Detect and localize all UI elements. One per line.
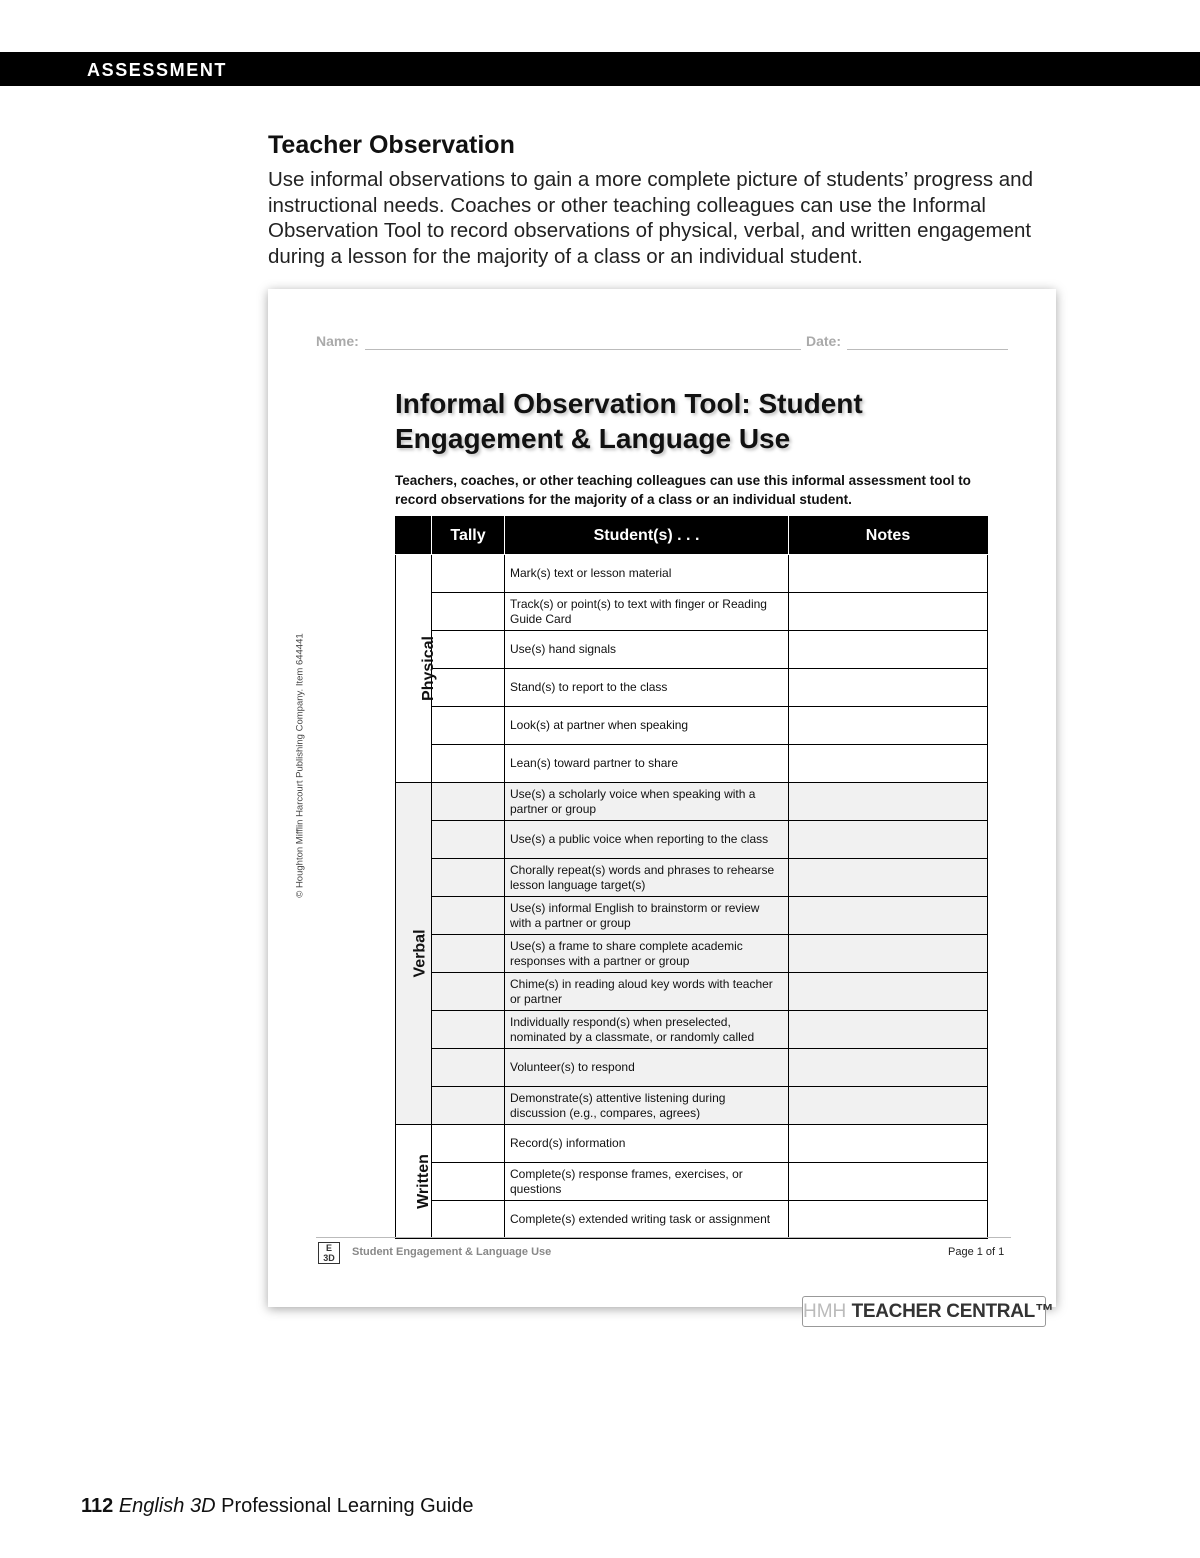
header-group-cell (396, 517, 432, 555)
worksheet-title-line2: Engagement & Language Use (395, 423, 791, 454)
table-row (396, 1163, 988, 1201)
behavior-item: Use(s) a frame to share complete academic responses with a partner or group (505, 935, 789, 973)
notes-cell[interactable] (789, 1087, 988, 1125)
tally-cell[interactable] (432, 669, 505, 707)
table-row (396, 1201, 988, 1239)
table-row (396, 897, 988, 935)
tally-cell[interactable] (432, 707, 505, 745)
table-row (396, 745, 988, 783)
table-row (396, 821, 988, 859)
notes-cell[interactable] (789, 745, 988, 783)
behavior-item: Demonstrate(s) attentive listening during discussion (e.g., compares, agrees) (505, 1087, 789, 1125)
header-tally: Tally (432, 517, 505, 555)
table-row (396, 1087, 988, 1125)
group-label-cell (396, 783, 432, 1125)
copyright-notice: © Houghton Mifflin Harcourt Publishing Company. Item 644441 (294, 633, 306, 898)
tally-cell[interactable] (432, 1087, 505, 1125)
behavior-item: Use(s) a scholarly voice when speaking with a partner or group (505, 783, 789, 821)
table-row (396, 555, 988, 593)
worksheet-title (395, 386, 863, 456)
section-banner (0, 52, 1200, 86)
table-row (396, 1125, 988, 1163)
hmh-text: HMH (803, 1301, 847, 1322)
notes-cell[interactable] (789, 631, 988, 669)
worksheet-page-number: Page 1 of 1 (948, 1246, 1005, 1258)
notes-cell[interactable] (789, 669, 988, 707)
behavior-item: Complete(s) response frames, exercises, or questions (505, 1163, 789, 1201)
worksheet-footer-title: Student Engagement & Language Use (352, 1246, 552, 1258)
tally-cell[interactable] (432, 935, 505, 973)
behavior-item: Complete(s) extended writing task or assignment (505, 1201, 789, 1239)
section-title: Teacher Observation (268, 131, 515, 159)
table-row (396, 859, 988, 897)
footer-divider (316, 1237, 1011, 1238)
group-label: Written (414, 1153, 432, 1209)
worksheet-subtitle: Teachers, coaches, or other teaching colleagues can use this informal assessment tool to record observations for the majority of a class or an individual student. (395, 473, 971, 507)
worksheet-preview (268, 289, 1056, 1307)
table-row (396, 1049, 988, 1087)
behavior-item: Track(s) or point(s) to text with finger or Reading Guide Card (505, 593, 789, 631)
notes-cell[interactable] (789, 1163, 988, 1201)
page-footer (81, 1495, 474, 1518)
page-number: 112 (81, 1495, 114, 1517)
tally-cell[interactable] (432, 1163, 505, 1201)
tally-cell[interactable] (432, 973, 505, 1011)
notes-cell[interactable] (789, 707, 988, 745)
header-notes: Notes (789, 517, 988, 555)
teacher-central-text: TEACHER CENTRAL™ (851, 1301, 1054, 1322)
behavior-item: Record(s) information (505, 1125, 789, 1163)
notes-cell[interactable] (789, 1011, 988, 1049)
table-row (396, 669, 988, 707)
notes-cell[interactable] (789, 593, 988, 631)
behavior-item: Use(s) a public voice when reporting to the class (505, 821, 789, 859)
tally-cell[interactable] (432, 783, 505, 821)
behavior-item: Individually respond(s) when preselected, nominated by a classmate, or randomly called (505, 1011, 789, 1049)
table-row (396, 593, 988, 631)
hmh-teacher-central-badge (802, 1296, 1054, 1327)
observation-table (395, 516, 988, 1239)
tally-cell[interactable] (432, 1201, 505, 1239)
tally-cell[interactable] (432, 631, 505, 669)
behavior-item: Chime(s) in reading aloud key words with teacher or partner (505, 973, 789, 1011)
header-students: Student(s) . . . (505, 517, 789, 555)
table-row (396, 631, 988, 669)
behavior-item: Lean(s) toward partner to share (505, 745, 789, 783)
behavior-item: Use(s) hand signals (505, 631, 789, 669)
table-row (396, 973, 988, 1011)
notes-cell[interactable] (789, 1201, 988, 1239)
notes-cell[interactable] (789, 897, 988, 935)
worksheet-title-line1: Informal Observation Tool: Student (395, 388, 863, 419)
table-row (396, 783, 988, 821)
notes-cell[interactable] (789, 973, 988, 1011)
book-title: English 3D (118, 1495, 216, 1517)
table-row (396, 1011, 988, 1049)
name-label: Name: (316, 333, 359, 349)
tally-cell[interactable] (432, 1011, 505, 1049)
banner-label: ASSESSMENT (87, 60, 228, 80)
tally-cell[interactable] (432, 1049, 505, 1087)
behavior-item: Use(s) informal English to brainstorm or review with a partner or group (505, 897, 789, 935)
book-subtitle: Professional Learning Guide (221, 1495, 474, 1517)
behavior-item: Chorally repeat(s) words and phrases to rehearse lesson language target(s) (505, 859, 789, 897)
notes-cell[interactable] (789, 821, 988, 859)
behavior-item: Stand(s) to report to the class (505, 669, 789, 707)
tally-cell[interactable] (432, 745, 505, 783)
notes-cell[interactable] (789, 859, 988, 897)
group-label: Verbal (411, 928, 429, 978)
tally-cell[interactable] (432, 1125, 505, 1163)
behavior-item: Look(s) at partner when speaking (505, 707, 789, 745)
table-row (396, 935, 988, 973)
group-label-cell (396, 1125, 432, 1239)
date-line (847, 349, 1008, 350)
observation-table-body (396, 555, 988, 1239)
tally-cell[interactable] (432, 897, 505, 935)
table-header-row (396, 517, 988, 555)
group-label-cell (396, 555, 437, 783)
notes-cell[interactable] (789, 935, 988, 973)
date-label: Date: (806, 333, 842, 349)
group-label: Physical (419, 635, 437, 701)
name-line (365, 349, 801, 350)
english-3d-logo: E 3D (318, 1242, 340, 1264)
tally-cell[interactable] (432, 821, 505, 859)
notes-cell[interactable] (789, 783, 988, 821)
behavior-item: Volunteer(s) to respond (505, 1049, 789, 1087)
tally-cell[interactable] (432, 593, 505, 631)
notes-cell[interactable] (789, 555, 988, 593)
notes-cell[interactable] (789, 1125, 988, 1163)
table-row (396, 707, 988, 745)
notes-cell[interactable] (789, 1049, 988, 1087)
intro-paragraph: Use informal observations to gain a more complete picture of students’ progress and instructional needs. Coaches or other teaching colleagues can use the Informal Observation Tool to record observations of physical, verbal, and written engagement during a lesson for the majority of a class or an individual student. (268, 168, 1033, 269)
tally-cell[interactable] (432, 859, 505, 897)
behavior-item: Mark(s) text or lesson material (505, 555, 789, 593)
tally-cell[interactable] (432, 555, 505, 593)
